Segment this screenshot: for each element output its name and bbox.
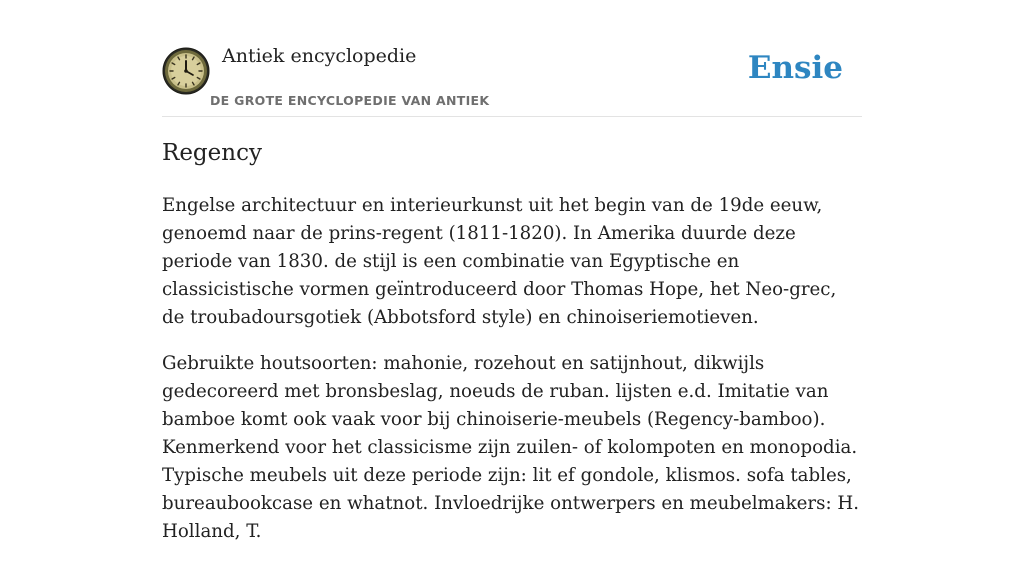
page-title: Regency bbox=[162, 140, 262, 166]
site-subtitle: DE GROTE ENCYCLOPEDIE VAN ANTIEK bbox=[210, 93, 490, 108]
article-paragraph: Engelse architectuur en interieurkunst uit het begin van de 19de eeuw, genoemd naar de prins-regent (1811-1820). In Amerika duurde deze periode van 1830. de stijl is een combinatie van Egyptische en classicistische vormen geïntroduceerd door Thomas Hope, het Neo-grec, de troubadoursgotiek (Abbotsford style) en chinoiseriemotieven. bbox=[162, 195, 837, 328]
antique-clock-icon[interactable] bbox=[162, 47, 210, 95]
site-header bbox=[162, 0, 862, 117]
site-title[interactable]: Antiek encyclopedie bbox=[222, 45, 417, 67]
ensie-brand-link[interactable]: Ensie bbox=[747, 50, 843, 86]
article-paragraph: Gebruikte houtsoorten: mahonie, rozehout en satijnhout, dikwijls gedecoreerd met bronsbeslag, noeuds de ruban. lijsten e.d. Imitatie van bamboe komt ook vaak voor bij chinoiserie-meubels (Regency-bamboo). Kenmerkend voor het classicisme zijn zuilen- of kolompoten en monopodia. Typische meubels uit deze periode zijn: lit ef gondole, klismos. sofa tables, bureaubookcase en whatnot. Invloedrijke ontwerpers en meubelmakers: H. Holland, T. bbox=[162, 353, 859, 542]
article-body bbox=[162, 192, 862, 564]
